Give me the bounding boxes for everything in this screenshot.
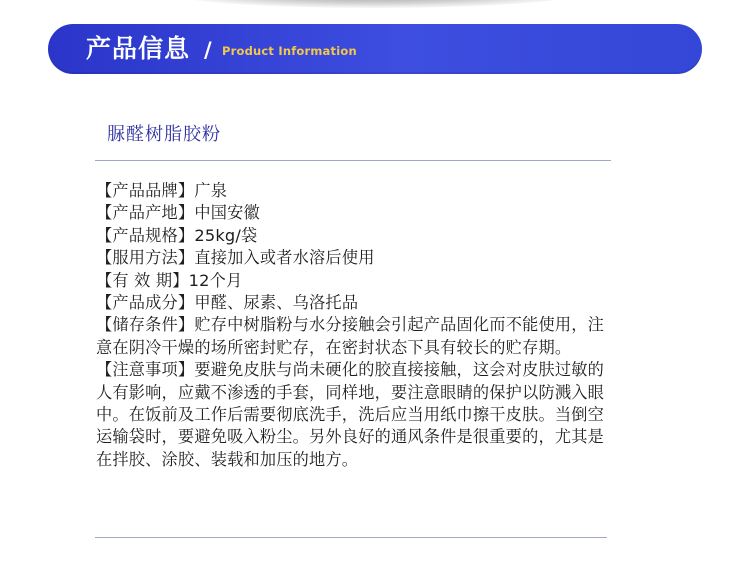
info-row-notes: [96, 359, 616, 471]
top-shadow-decoration: [170, 0, 580, 8]
info-row-storage: [96, 314, 616, 359]
info-label: 【有 效 期】: [96, 270, 189, 290]
product-info-list: [96, 180, 616, 471]
info-value: 中国安徽: [194, 203, 260, 223]
info-label: 【产品成分】: [96, 293, 195, 313]
top-divider: [95, 160, 611, 161]
info-label: 【产品产地】: [96, 203, 195, 223]
info-value: 贮存中树脂粉与水分接触会引起产品固化而不能使用，注意在阴冷干燥的场所密封贮存，在密封状态下具有较长的贮存期。: [96, 315, 605, 357]
banner-slash: /: [204, 38, 212, 62]
info-row-usage: [96, 247, 616, 269]
info-row-brand: [96, 180, 616, 202]
info-row-ingredients: [96, 292, 616, 314]
info-value: 12个月: [188, 270, 243, 290]
product-name: 脲醛树脂胶粉: [107, 124, 221, 145]
info-value: 要避免皮肤与尚未硬化的胶直接接触，这会对皮肤过敏的人有影响，应戴不渗透的手套，同样地，要注意眼睛的保护以防溅入眼中。在饭前及工作后需要彻底洗手，洗后应当用纸巾擦干皮肤。当倒空运输袋时，要避免吸入粉尘。另外良好的通风条件是很重要的，尤其是在拌胶、涂胶、装载和加压的地方。: [96, 360, 605, 469]
info-value: 直接加入或者水溶后使用: [194, 248, 375, 268]
info-label: 【注意事项】: [96, 360, 195, 380]
info-label: 【储存条件】: [96, 315, 195, 335]
bottom-divider: [95, 537, 607, 538]
info-value: 广泉: [194, 181, 228, 200]
banner-subtitle: Product Information: [222, 44, 357, 58]
info-row-origin: [96, 202, 616, 224]
info-value: 甲醛、尿素、乌洛托品: [194, 293, 359, 313]
info-row-shelf-life: [96, 270, 616, 292]
info-label: 【产品品牌】: [96, 181, 195, 200]
info-label: 【服用方法】: [96, 248, 195, 268]
info-value: 25kg/袋: [194, 225, 258, 245]
info-label: 【产品规格】: [96, 225, 195, 245]
banner-title: 产品信息: [86, 34, 191, 63]
info-row-spec: [96, 225, 616, 247]
